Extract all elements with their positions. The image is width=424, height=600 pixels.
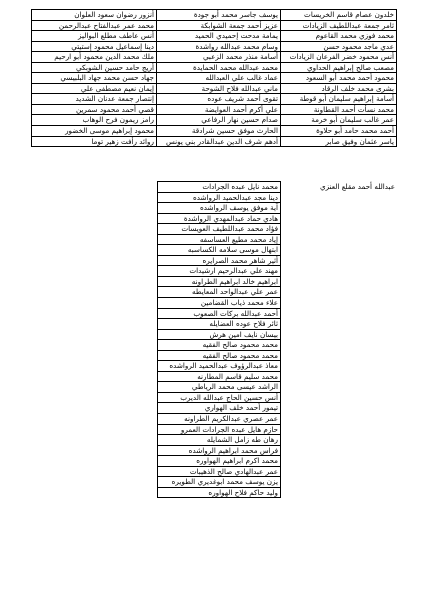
list-row xyxy=(158,403,281,414)
list-row xyxy=(158,234,281,245)
list-row xyxy=(158,466,281,477)
name-cell: علي أكرم أحمد العوايضة xyxy=(157,104,281,115)
list-row xyxy=(158,308,281,319)
grid-row xyxy=(32,20,397,31)
name-cell: ماني عبدالله فلاح الشوحة xyxy=(157,83,281,94)
name-cell: قصي أحمد محمود سمرين xyxy=(32,104,157,115)
list-row xyxy=(158,477,281,488)
list-row xyxy=(158,224,281,235)
grid-row xyxy=(32,62,397,73)
list-row xyxy=(158,203,281,214)
list-row xyxy=(158,255,281,266)
name-cell: أسامة منذر محمد الزعبي xyxy=(157,52,281,63)
name-cell: يمامة مدحت إحميدي الحميد xyxy=(157,31,281,42)
name-cell: صدام حسين نهار الرفاعي xyxy=(157,115,281,126)
name-cell: آية موفق يوسف الرواشده xyxy=(158,203,281,214)
list-row xyxy=(158,487,281,498)
name-cell: محمد نسأت أحمد القطاونة xyxy=(281,104,397,115)
list-row xyxy=(158,319,281,330)
name-cell: بيسان نايف امين هرش xyxy=(158,329,281,340)
name-cell: دينا إسماعيل محمود إستيتي xyxy=(32,41,157,52)
list-row xyxy=(158,287,281,298)
name-cell: ياسر عثمان وفيق صابر xyxy=(281,136,397,147)
name-cell: عزيز أحمد جمعة الشوابكة xyxy=(157,20,281,31)
grid-row xyxy=(32,115,397,126)
name-cell: أنس عاطف مطلع البواليز xyxy=(32,31,157,42)
name-cell: محمود إبراهيم موسى الخضور xyxy=(32,126,157,137)
grid-lone-entry: عبدالله أحمد مقلع العنزي xyxy=(320,182,395,191)
name-cell: أحمد عبدالله بركات الصعوب xyxy=(158,308,281,319)
name-cell: روائد رأفت زهير توما xyxy=(32,136,157,147)
name-cell: ابراهيم خالد ابراهيم الطراونه xyxy=(158,276,281,287)
list-row xyxy=(158,192,281,203)
name-cell: الحارث موفق حسين شرادقة xyxy=(157,126,281,137)
name-cell: أحمد محمد حامد أبو حلاوة xyxy=(281,126,397,137)
name-cell: ثامر جمعة عبداللطيف الزيادات xyxy=(281,20,397,31)
name-cell: محمد نايل عبده الجرادات xyxy=(158,182,281,193)
name-cell: محمد اكرم ابراهيم الهواوره xyxy=(158,456,281,467)
name-cell: مصعب صالح إبراهيم الحداوي xyxy=(281,62,397,73)
name-cell: تيمور أحمد خلف الهواري xyxy=(158,403,281,414)
name-cell: فراس محمد ابراهيم الرواشده xyxy=(158,445,281,456)
name-cell: حازم هايل عبده الجرادات العمرو xyxy=(158,424,281,435)
list-row xyxy=(158,182,281,193)
names-list-body xyxy=(158,182,281,498)
list-row xyxy=(158,329,281,340)
grid-row xyxy=(32,104,397,115)
grid-row xyxy=(32,126,397,137)
list-row xyxy=(158,213,281,224)
name-cell: جهاد حسن محمد جهاد البلبيسي xyxy=(32,73,157,84)
name-cell: وسام محمد عبدالله رواشدة xyxy=(157,41,281,52)
name-cell: أنزور رضوان سعود العلوان xyxy=(32,10,157,21)
grid-row xyxy=(32,73,397,84)
list-row xyxy=(158,340,281,351)
name-cell: دينا مجد عبدالحميد الرواشده xyxy=(158,192,281,203)
list-row xyxy=(158,435,281,446)
name-cell: معاذ عبدالرؤوف عبدالحميد الرواشده xyxy=(158,361,281,372)
names-grid xyxy=(31,9,397,147)
name-cell: عدي ماجد محمود حسن xyxy=(281,41,397,52)
name-cell: يوسف جاسر محمد أبو جودة xyxy=(157,10,281,21)
list-row xyxy=(158,414,281,425)
name-cell: محمد محمود صالح الفقيه xyxy=(158,350,281,361)
list-row xyxy=(158,350,281,361)
name-cell: عمر عبدالهادي صالح الذهيبات xyxy=(158,466,281,477)
name-cell: أنس محمود خضر الفرعان الزيادات xyxy=(281,52,397,63)
list-row xyxy=(158,245,281,256)
names-grid-body xyxy=(32,10,397,147)
name-cell: محمد فوزي محمد القاعوم xyxy=(281,31,397,42)
name-cell: فؤاد محمد عبداللطيف العويسات xyxy=(158,224,281,235)
list-row xyxy=(158,382,281,393)
name-cell: محمد عبدالله محمد الحمايدة xyxy=(157,62,281,73)
list-row xyxy=(158,361,281,372)
name-cell: أنس حسين الحاج عبدالله الديرب xyxy=(158,392,281,403)
name-cell: ثائر فلاح عوده العضايله xyxy=(158,319,281,330)
grid-row xyxy=(32,41,397,52)
name-cell: ابتهال موسى سلامه الكساسبه xyxy=(158,245,281,256)
name-cell: رامز ريمون فرح الوهاب xyxy=(32,115,157,126)
name-cell: عمر عصري عبدالكريم الطراونه xyxy=(158,414,281,425)
name-cell: تقوى أحمد شريف عوده xyxy=(157,94,281,105)
grid-row xyxy=(32,136,397,147)
name-cell: ملك محمد الدين محمود أبو ارحيم xyxy=(32,52,157,63)
grid-row xyxy=(32,31,397,42)
grid-row xyxy=(32,83,397,94)
names-list xyxy=(157,181,281,498)
name-cell: إنتصار جمعة عدنان الشديد xyxy=(32,94,157,105)
name-cell: أثير شاهر محمد الصرايره xyxy=(158,255,281,266)
grid-row xyxy=(32,52,397,63)
list-row xyxy=(158,298,281,309)
name-cell: أدهم شرف الدين عبدالقادر بني يونس xyxy=(157,136,281,147)
name-cell: إياد محمد مطيع العساسفه xyxy=(158,234,281,245)
list-row xyxy=(158,266,281,277)
name-cell: خلدون عصام قاسم الخريسات xyxy=(281,10,397,21)
name-cell: بشرى محمد خلف الرقاد xyxy=(281,83,397,94)
list-row xyxy=(158,371,281,382)
name-cell: محمد محمود صالح الفقيه xyxy=(158,340,281,351)
name-cell: عماد غالب علي العبدالله xyxy=(157,73,281,84)
list-row xyxy=(158,445,281,456)
name-cell: عمر علي عبدالواحد المعايطه xyxy=(158,287,281,298)
name-cell: يزن يوسف محمد ابوغديري الطويره xyxy=(158,477,281,488)
list-row xyxy=(158,456,281,467)
name-cell: إيمان نعيم مصطفى علي xyxy=(32,83,157,94)
name-cell: أريج حامد حسين الشوبكي xyxy=(32,62,157,73)
name-cell: هادي حماد عبدالمهدي الرواشدة xyxy=(158,213,281,224)
name-cell: عمر غالب سليمان أبو خرمة xyxy=(281,115,397,126)
list-row xyxy=(158,276,281,287)
name-cell: وليد حاكم فلاح الهواوره xyxy=(158,487,281,498)
list-row xyxy=(158,392,281,403)
name-cell: الراشد عيسى محمد الرياطي xyxy=(158,382,281,393)
name-cell: محمود أحمد محمد أبو السعود xyxy=(281,73,397,84)
name-cell: محمد سليم قاسم المطارنه xyxy=(158,371,281,382)
name-cell: محمد عمر عبدالفتاح عبدالرحمن xyxy=(32,20,157,31)
name-cell: علاء محمد ذياب القضامين xyxy=(158,298,281,309)
grid-row xyxy=(32,94,397,105)
grid-row xyxy=(32,10,397,21)
name-cell: رهان طه زامل الشمايله xyxy=(158,435,281,446)
list-row xyxy=(158,424,281,435)
name-cell: مهند علي عبدالرحيم ارشيدات xyxy=(158,266,281,277)
name-cell: أسامة إبراهيم سليمان أبو قوطة xyxy=(281,94,397,105)
